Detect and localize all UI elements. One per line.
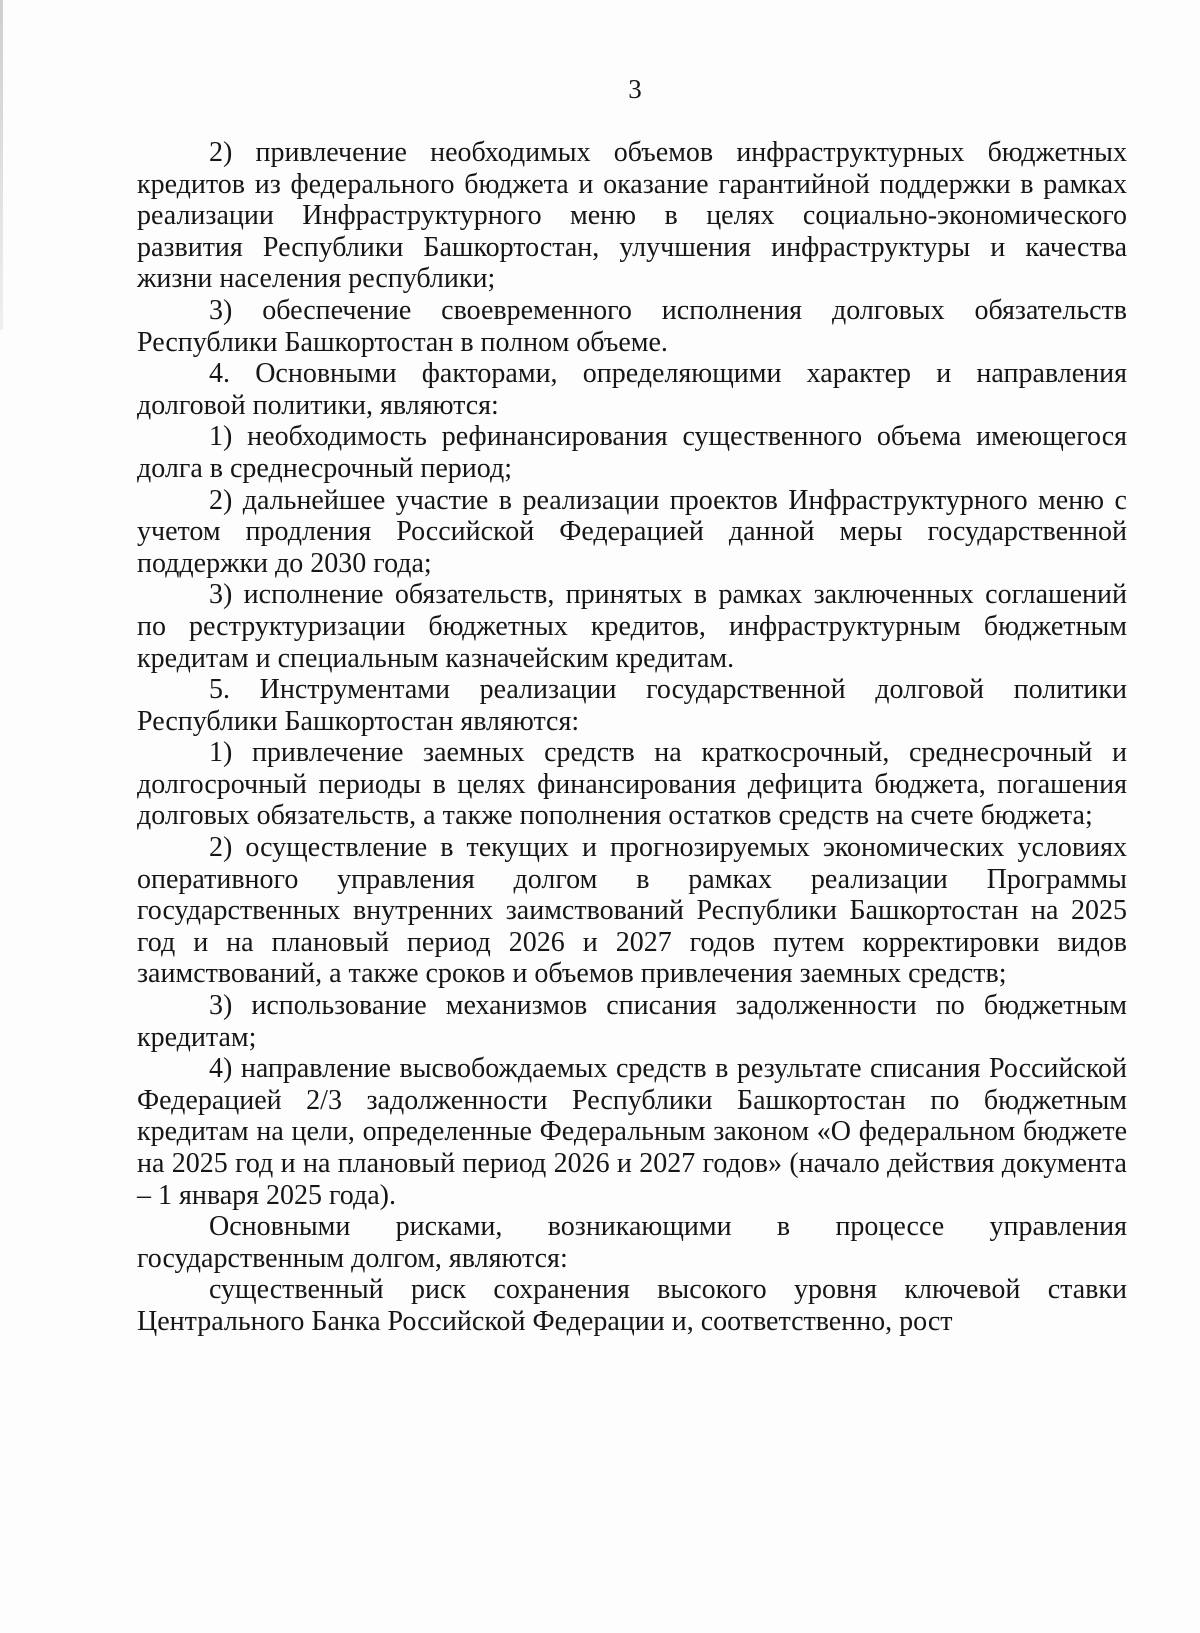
page-number: 3 [628,74,642,104]
paragraph-4-3: 3) исполнение обязательств, принятых в рамках заключенных соглашений по реструктуризации бюджетных кредитов, инфраструктурным бюджетным кредитам и специальным казначейским кредитам. [137,579,1127,674]
paragraph-5-2: 2) осуществление в текущих и прогнозируемых экономических условиях оперативного управления долгом в рамках реализации Программы государственных внутренних заимствований Республики Башкортостан на 2025 год и на плановый период 2026 и 2027 годов путем корректировки видов заимствований, а также сроков и объемов привлечения заемных средств; [137,832,1127,990]
paragraph-risk-1: существенный риск сохранения высокого уровня ключевой ставки Центрального Банка Российской Федерации и, соответственно, рост [137,1274,1127,1337]
paragraph-2-1: 2) привлечение необходимых объемов инфраструктурных бюджетных кредитов из федерального бюджета и оказание гарантийной поддержки в рамках реализации Инфраструктурного меню в целях социально-экономического развития Республики Башкортостан, улучшения инфраструктуры и качества жизни населения республики; [137,137,1127,295]
paragraph-5-4: 4) направление высвобождаемых средств в результате списания Российской Федерацией 2/3 задолженности Республики Башкортостан по бюджетным кредитам на цели, определенные Федеральным законом «О федеральном бюджете на 2025 год и на плановый период 2026 и 2027 годов» (начало действия документа – 1 января 2025 года). [137,1053,1127,1211]
paragraph-4-2: 2) дальнейшее участие в реализации проектов Инфраструктурного меню с учетом продления Российской Федерацией данной меры государственной поддержки до 2030 года; [137,484,1127,579]
paragraph-5-1: 1) привлечение заемных средств на краткосрочный, среднесрочный и долгосрочный периоды в целях финансирования дефицита бюджета, погашения долговых обязательств, а также пополнения остатков средств на счете бюджета; [137,737,1127,832]
scan-edge [0,0,3,330]
paragraph-3-1: 3) обеспечение своевременного исполнения долговых обязательств Республики Башкортостан в полном объеме. [137,294,1127,358]
paragraph-4-1: 1) необходимость рефинансирования существенного объема имеющегося долга в среднесрочный период; [137,421,1127,484]
paragraph-5: 5. Инструментами реализации государственной долговой политики Республики Башкортостан являются: [137,674,1127,737]
paragraph-5-3: 3) использование механизмов списания задолженности по бюджетным кредитам; [137,990,1127,1053]
paragraph-risks: Основными рисками, возникающими в процессе управления государственным долгом, являются: [137,1211,1127,1274]
paragraph-4: 4. Основными факторами, определяющими характер и направления долговой политики, являются: [137,358,1127,421]
document-body [137,137,1127,1338]
